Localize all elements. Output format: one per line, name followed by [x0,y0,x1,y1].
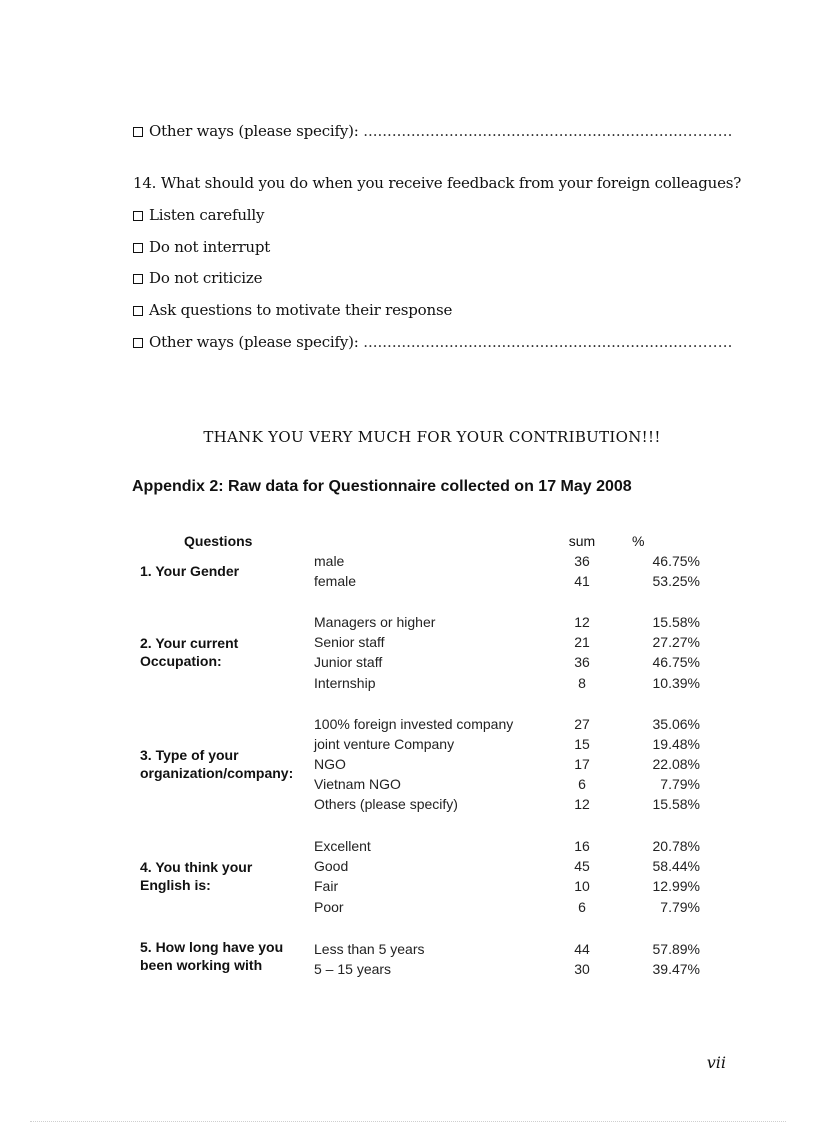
appendix-title: Appendix 2: Raw data for Questionnaire collected on 17 May 2008 [132,478,632,495]
percent-cell: 15.58% [652,614,700,630]
question-label-gender [140,562,239,580]
q13-other-fill: ...................................................................………. [363,122,733,140]
percent-cell: 58.44% [652,858,700,874]
question-label-duration [140,938,283,974]
option-cell: Fair [314,878,339,894]
percent-cell: 7.79% [660,899,700,915]
percent-cell: 19.48% [652,736,700,752]
question-label-line: 4. You think your [140,859,253,875]
q14-question: 14. What should you do when you receive feedback from your foreign colleagues? [133,174,742,192]
percent-cell: 7.79% [660,776,700,792]
q13-other-option [133,122,732,140]
question-label-line: 5. How long have you [140,939,284,955]
sum-cell: 15 [574,736,590,752]
sum-cell: 27 [574,716,590,732]
question-label-occupation [140,634,238,670]
percent-cell: 22.08% [652,756,700,772]
question-label-line: been working with [140,957,263,973]
option-cell: male [314,553,345,569]
option-cell: Others (please specify) [314,796,458,812]
sum-cell: 17 [574,756,590,772]
q14-other-fill: ...................................................................………. [363,333,733,351]
page-bottom-rule [30,1121,786,1122]
sum-cell: 6 [578,776,586,792]
q14-option-label: Do not criticize [149,269,263,287]
option-cell: Less than 5 years [314,941,425,957]
checkbox-icon[interactable] [133,243,143,253]
header-percent: % [632,533,645,549]
q14-other-label: Other ways (please specify): [149,333,364,351]
q14-option-label: Do not interrupt [149,238,271,256]
percent-cell: 46.75% [652,654,700,670]
question-label-line: 3. Type of your [140,747,239,763]
option-cell: Excellent [314,838,371,854]
percent-cell: 39.47% [652,961,700,977]
percent-cell: 46.75% [652,553,700,569]
sum-cell: 30 [574,961,590,977]
checkbox-icon[interactable] [133,306,143,316]
option-cell: Poor [314,899,344,915]
sum-cell: 36 [574,553,590,569]
question-label-organization [140,746,293,782]
header-sum: sum [568,533,596,549]
q14-option [133,301,452,319]
q13-other-label: Other ways (please specify): [149,122,364,140]
sum-cell: 10 [574,878,590,894]
option-cell: female [314,573,357,589]
question-label-line: Occupation: [140,653,222,669]
percent-cell: 15.58% [652,796,700,812]
q14-option [133,206,264,224]
percent-cell: 10.39% [652,675,700,691]
percent-cell: 12.99% [652,878,700,894]
option-cell: NGO [314,756,346,772]
checkbox-icon[interactable] [133,274,143,284]
option-cell: Senior staff [314,634,385,650]
option-cell: Managers or higher [314,614,436,630]
sum-cell: 6 [578,899,586,915]
sum-cell: 8 [578,675,586,691]
option-cell: Junior staff [314,654,383,670]
sum-cell: 45 [574,858,590,874]
page-number: vii [706,1053,726,1072]
option-cell: 100% foreign invested company [314,716,514,732]
option-cell: joint venture Company [314,736,455,752]
sum-cell: 12 [574,614,590,630]
percent-cell: 57.89% [652,941,700,957]
question-label-line: 1. Your Gender [140,563,240,579]
option-cell: Vietnam NGO [314,776,401,792]
percent-cell: 35.06% [652,716,700,732]
option-cell: Internship [314,675,376,691]
checkbox-icon[interactable] [133,211,143,221]
sum-cell: 21 [574,634,590,650]
question-label-line: organization/company: [140,765,294,781]
percent-cell: 27.27% [652,634,700,650]
percent-cell: 53.25% [652,573,700,589]
sum-cell: 44 [574,941,590,957]
sum-cell: 16 [574,838,590,854]
sum-cell: 41 [574,573,590,589]
header-questions: Questions [184,533,253,549]
percent-cell: 20.78% [652,838,700,854]
checkbox-icon[interactable] [133,127,143,137]
q14-option-label: Listen carefully [149,206,265,224]
thanks-message: THANK YOU VERY MUCH FOR YOUR CONTRIBUTION!!! [203,428,661,446]
q14-other-option [133,333,732,351]
question-label-line: 2. Your current [140,635,239,651]
checkbox-icon[interactable] [133,338,143,348]
sum-cell: 12 [574,796,590,812]
option-cell: 5 – 15 years [314,961,392,977]
option-cell: Good [314,858,349,874]
question-label-line: English is: [140,877,211,893]
sum-cell: 36 [574,654,590,670]
q14-option [133,238,270,256]
q14-option [133,269,262,287]
q14-option-label: Ask questions to motivate their response [149,301,453,319]
question-label-english [140,858,252,894]
